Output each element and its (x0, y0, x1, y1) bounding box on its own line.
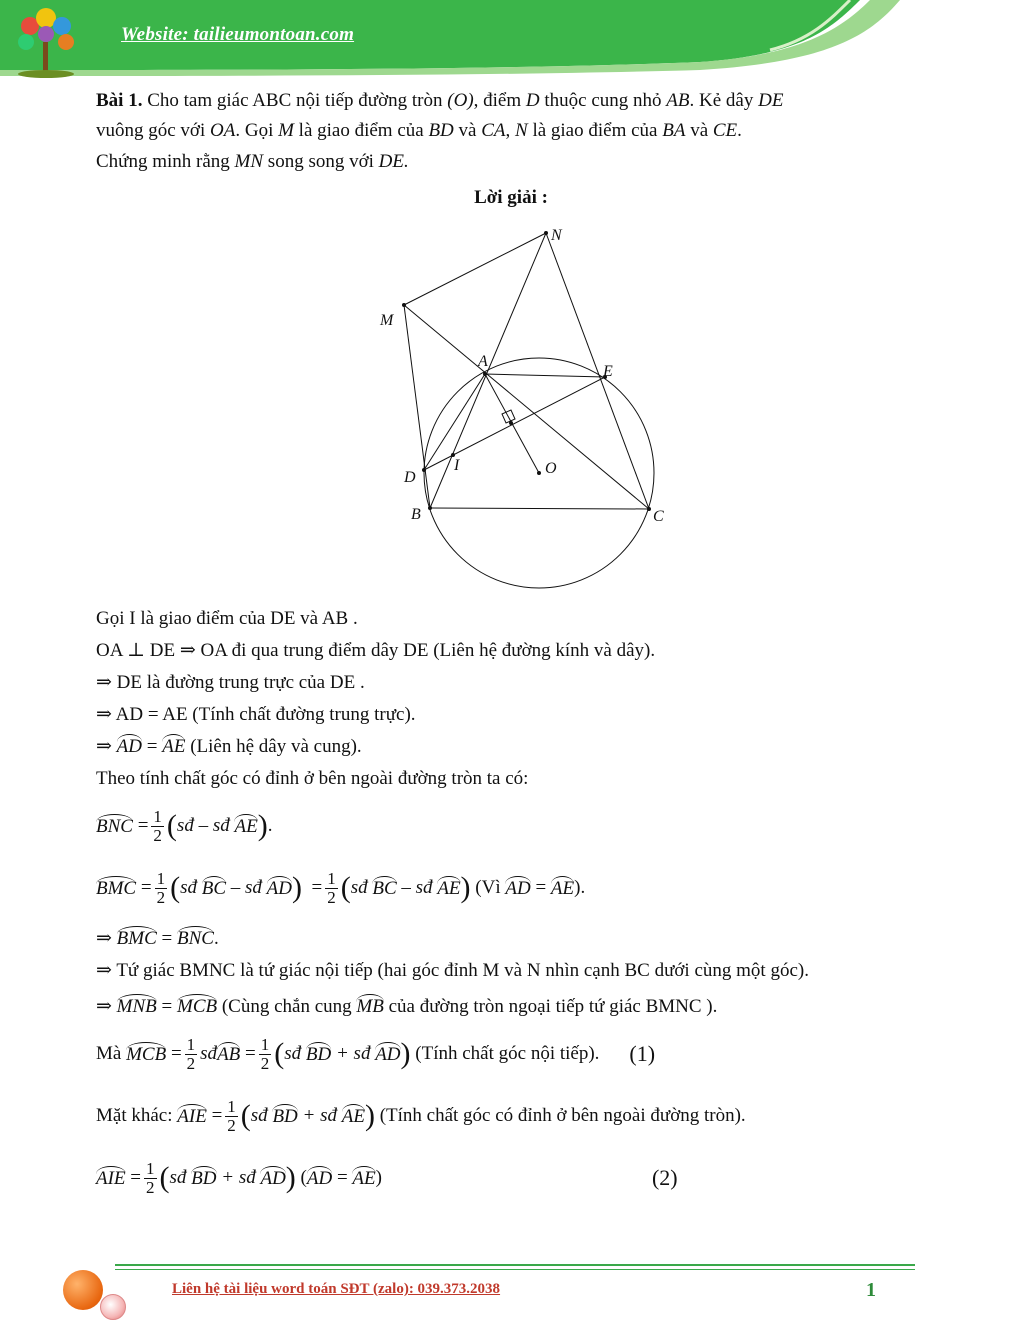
segment-mc (404, 305, 649, 509)
page-header (0, 0, 1024, 80)
solution-title: Lời giải : (474, 187, 548, 209)
segment-ae (485, 374, 605, 377)
segment-nm (404, 233, 546, 305)
fraction: $\frac{1}{2}$ (227, 1096, 236, 1135)
problem-line-2: vuông góc với OA. Gọi M là giao điểm của BD và CA, N là giao điểm của BA và CE. (96, 120, 742, 142)
geometry-figure (340, 222, 700, 597)
proof-line: ⇒ BMC = BNC. (96, 928, 219, 949)
equation-bnc: BNC = $\frac{1}{2}$ ( sđ – sđ AE ) . (96, 806, 273, 845)
segment-nb (430, 233, 546, 508)
problem-line-3: Chứng minh rằng MN song song với DE. (96, 150, 409, 172)
logo-tree-icon (6, 4, 86, 82)
page-number: 1 (866, 1279, 876, 1301)
proof-line: OA ⊥ DE ⇒ OA đi qua trung điểm dây DE (Liên hệ đường kính và dây). (96, 640, 656, 661)
fraction: $\frac{1}{2}$ (146, 1158, 155, 1197)
label-d: D (404, 469, 416, 486)
label-m: M (380, 312, 394, 329)
equation-bmc: BMC = $\frac{1}{2}$ ( sđ BC – sđ AD ) = $\frac{1}{2}$ ( sđ BC – sđ AE ) (Vì AD = AE ). (96, 868, 586, 907)
equation-aie-2: AIE = $\frac{1}{2}$ ( sđ BD + sđ AD ) ( AD = AE ) (2) (96, 1158, 678, 1197)
problem-statement (96, 86, 926, 214)
segment-de (424, 377, 605, 470)
proof-line: ⇒ MNB = MCB (Cùng chắn cung MB của đường tròn ngoại tiếp tứ giác BMNC ). (96, 996, 718, 1017)
label-a: A (478, 353, 488, 370)
equation-mcb: Mà MCB = $\frac{1}{2}$ sđ AB = $\frac{1}{2}$ ( sđ BD + sđ AD ) (Tính chất góc nội tiếp). (1) (96, 1034, 656, 1073)
footer-pink-ball-icon (100, 1294, 126, 1320)
segment-nc (546, 233, 649, 509)
footer-divider (115, 1269, 915, 1270)
label-e: E (603, 363, 613, 380)
label-o: O (545, 460, 557, 477)
fraction: $\frac{1}{2}$ (186, 1034, 196, 1073)
segment-bc (430, 508, 649, 509)
problem-title: Bài 1. (96, 90, 143, 111)
fraction: $\frac{1}{2}$ (260, 1034, 270, 1073)
equation-aie-1: Mặt khác: AIE = $\frac{1}{2}$ ( sđ BD + sđ AE ) (Tính chất góc có đỉnh ở bên ngoài đường tròn). (96, 1096, 746, 1135)
fraction: $\frac{1}{2}$ (156, 868, 166, 907)
proof-line: ⇒ AD = AE (Liên hệ dây và cung). (96, 736, 362, 757)
proof-line: ⇒ Tứ giác BMNC là tứ giác nội tiếp (hai góc đỉnh M và N nhìn cạnh BC dưới cùng một góc). (96, 960, 809, 981)
equation-number: (2) (651, 1165, 678, 1190)
label-c: C (653, 508, 664, 525)
footer-contact-link[interactable]: Liên hệ tài liệu word toán SĐT (zalo): 039.373.2038 (172, 1281, 501, 1297)
problem-line-1: Bài 1. Cho tam giác ABC nội tiếp đường tròn (O), điểm D thuộc cung nhỏ AB. Kẻ dây DE (96, 90, 784, 111)
label-i: I (454, 457, 460, 474)
website-link[interactable]: Website: tailieumontoan.com (121, 24, 355, 45)
proof-line: Theo tính chất góc có đỉnh ở bên ngoài đường tròn ta có: (96, 768, 529, 789)
label-b: B (411, 506, 421, 523)
footer-divider (115, 1264, 915, 1266)
proof-line: ⇒ AD = AE (Tính chất đường trung trực). (96, 704, 416, 725)
fraction: $\frac{1}{2}$ (327, 868, 336, 907)
proof-line: ⇒ DE là đường trung trực của DE . (96, 672, 365, 693)
equation-number: (1) (629, 1041, 656, 1066)
label-n: N (551, 227, 562, 244)
proof-body (96, 603, 956, 1209)
footer-orange-ball-icon (63, 1270, 103, 1310)
fraction: $\frac{1}{2}$ (153, 806, 162, 845)
proof-line: Gọi I là giao điểm của DE và AB . (96, 608, 358, 629)
